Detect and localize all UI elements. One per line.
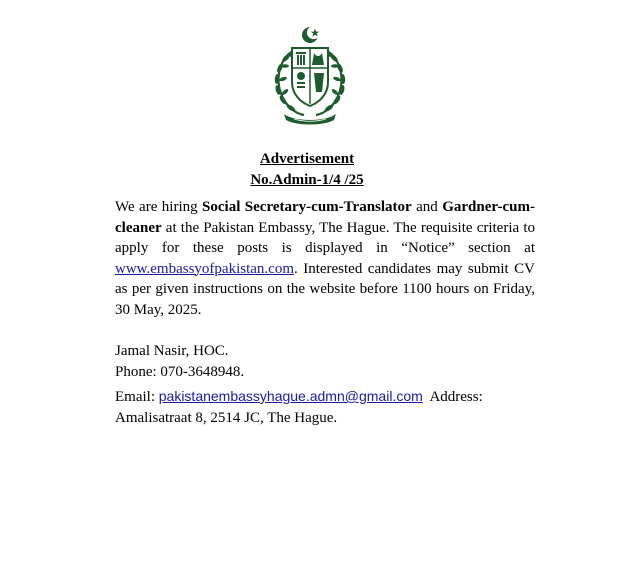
advertisement-title: Advertisement bbox=[259, 151, 355, 167]
para-text-2: and bbox=[411, 199, 443, 215]
address-label: Address: bbox=[422, 389, 483, 405]
email-link[interactable]: pakistanembassyhague.admn@gmail.com bbox=[158, 388, 423, 404]
advertisement-paragraph bbox=[115, 197, 535, 320]
contact-block bbox=[115, 386, 535, 428]
para-text-3: at the Pakistan Embassy, The Hague. The requisite criteria to apply for these posts is displayed in “Notice” section at bbox=[115, 219, 535, 256]
para-text-4: . Interested candidates may submit CV as per given instructions on the website before 1100 hours on Friday, 30 May, 2025. bbox=[115, 260, 535, 318]
email-label: Email: bbox=[115, 389, 159, 405]
signature-block bbox=[115, 341, 535, 382]
state-emblem-icon bbox=[264, 24, 356, 128]
website-link[interactable]: www.embassyofpakistan.com bbox=[115, 260, 294, 277]
post-title-1: Social Secretary-cum-Translator bbox=[202, 199, 412, 215]
advertisement-number: No.Admin-1/4 /25 bbox=[250, 172, 364, 188]
phone-number: Phone: 070-3648948. bbox=[115, 363, 245, 380]
para-text-1: We are hiring bbox=[115, 199, 203, 215]
post-title-2: Gardner-cum-cleaner bbox=[115, 199, 535, 236]
signatory-name: Jamal Nasir, HOC. bbox=[115, 343, 229, 359]
address-value: Amalisatraat 8, 2514 JC, The Hague. bbox=[115, 409, 338, 426]
